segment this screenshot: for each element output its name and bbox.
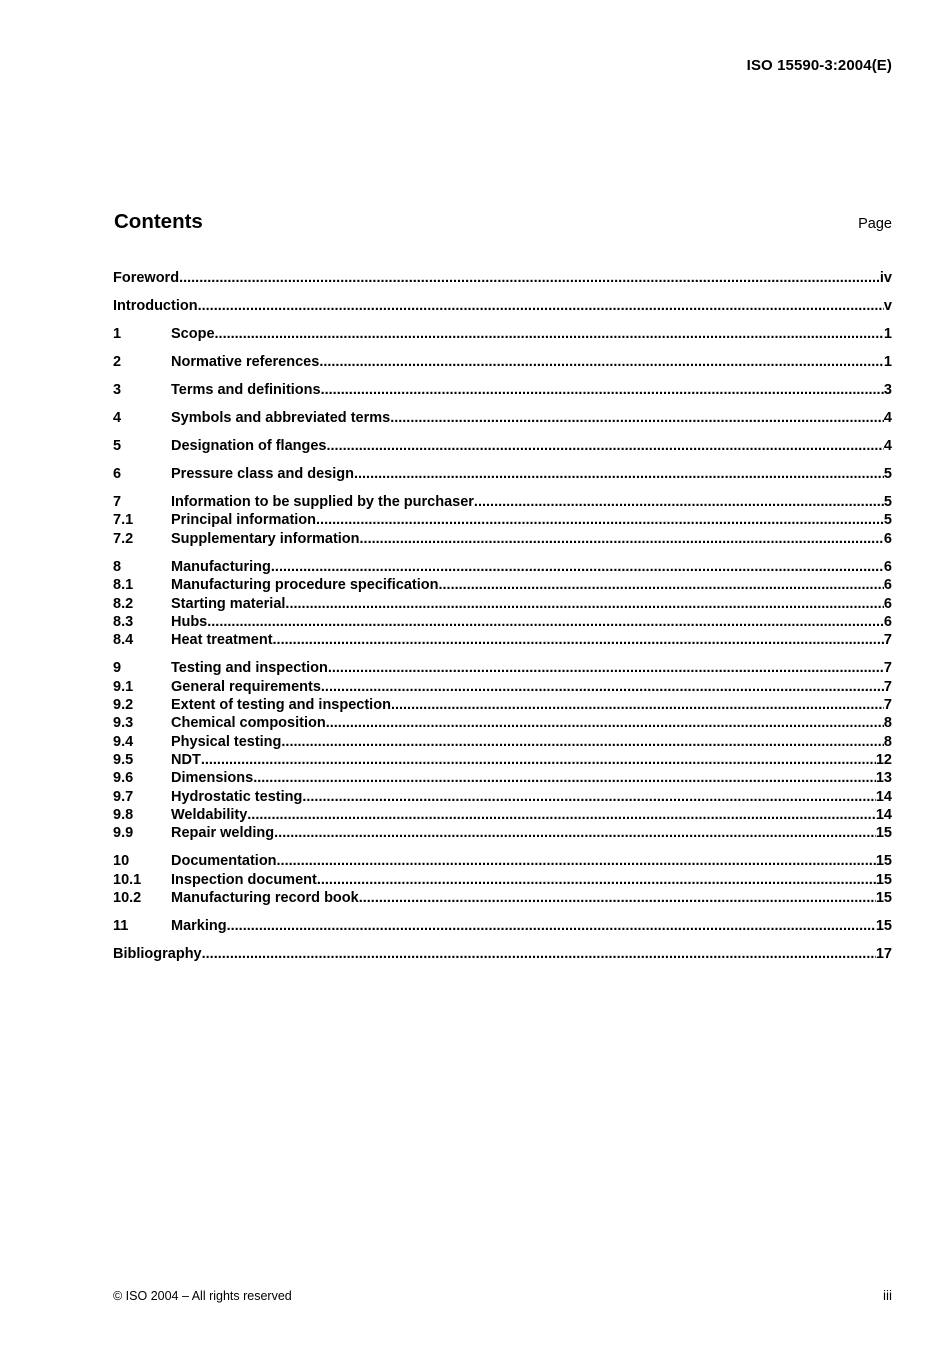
toc-entry-number: 2	[113, 354, 122, 370]
toc-dot-leader	[316, 511, 884, 529]
toc-entry[interactable]	[113, 576, 892, 594]
toc-entry[interactable]	[113, 409, 892, 427]
toc-entry-title: Introduction	[113, 298, 198, 314]
toc-entry-title: Marking	[171, 918, 227, 934]
toc-entry-title: Scope	[171, 326, 215, 342]
toc-entry-number: 4	[113, 410, 122, 426]
toc-dot-leader	[281, 733, 884, 751]
toc-entry-page: 6	[883, 531, 892, 547]
toc-dot-leader	[285, 595, 884, 613]
toc-entry[interactable]	[113, 437, 892, 455]
toc-entry-title: Hubs	[171, 614, 208, 630]
toc-entry[interactable]	[113, 696, 892, 714]
toc-entry-page: 4	[883, 410, 892, 426]
page-column-label: Page	[858, 216, 892, 232]
toc-entry[interactable]	[113, 788, 892, 806]
toc-entry-title: Manufacturing procedure specification	[171, 577, 439, 593]
toc-entry[interactable]	[113, 511, 892, 529]
toc-dot-leader	[390, 409, 884, 427]
toc-entry-number: 7.2	[113, 531, 134, 547]
toc-entry-number: 5	[113, 438, 122, 454]
toc-dot-leader	[202, 945, 876, 963]
toc-entry-title: Normative references	[171, 354, 320, 370]
toc-entry[interactable]	[113, 871, 892, 889]
toc-entry-title: Extent of testing and inspection	[171, 697, 391, 713]
toc-entry-page: 5	[883, 494, 892, 510]
toc-entry-title: Manufacturing record book	[171, 890, 359, 906]
toc-dot-leader	[207, 613, 884, 631]
toc-entry-title: Supplementary information	[171, 531, 360, 547]
toc-entry-title: Principal information	[171, 512, 317, 528]
toc-entry[interactable]	[113, 751, 892, 769]
toc-entry-number: 9.9	[113, 825, 134, 841]
toc-dot-leader	[274, 824, 876, 842]
toc-entry-number: 6	[113, 466, 122, 482]
toc-entry-title: Chemical composition	[171, 715, 326, 731]
toc-dot-leader	[327, 437, 884, 455]
toc-entry-number: 9.3	[113, 715, 134, 731]
toc-entry-number: 9.5	[113, 752, 134, 768]
contents-title: Contents	[114, 210, 203, 233]
toc-dot-leader	[179, 269, 880, 287]
toc-entry-page: 1	[883, 354, 892, 370]
toc-entry-title: NDT	[171, 752, 201, 768]
footer-copyright: © ISO 2004 – All rights reserved	[113, 1289, 292, 1303]
toc-entry-page: 7	[883, 632, 892, 648]
toc-entry-number: 9.2	[113, 697, 134, 713]
toc-entry-page: 7	[883, 697, 892, 713]
toc-entry-page: 3	[883, 382, 892, 398]
toc-dot-leader	[391, 696, 884, 714]
toc-entry[interactable]	[113, 325, 892, 343]
toc-entry[interactable]	[113, 613, 892, 631]
toc-entry-page: 15	[875, 890, 892, 906]
toc-dot-leader	[439, 576, 884, 594]
toc-dot-leader	[215, 325, 884, 343]
toc-entry-page: v	[883, 298, 892, 314]
toc-entry-title: Inspection document	[171, 872, 317, 888]
toc-entry-number: 1	[113, 326, 122, 342]
toc-dot-leader	[319, 353, 884, 371]
toc-entry-title: Starting material	[171, 596, 286, 612]
toc-entry-title: Information to be supplied by the purchaser	[171, 494, 474, 510]
toc-entry-title: Weldability	[171, 807, 248, 823]
toc-entry-page: 15	[875, 825, 892, 841]
toc-entry[interactable]	[113, 852, 892, 870]
toc-entry-number: 9.1	[113, 679, 134, 695]
toc-entry-title: Repair welding	[171, 825, 275, 841]
toc-entry-number: 9.4	[113, 734, 134, 750]
toc-entry-page: 6	[883, 577, 892, 593]
toc-entry-number: 9.8	[113, 807, 134, 823]
toc-dot-leader	[474, 493, 884, 511]
toc-entry[interactable]	[113, 493, 892, 511]
toc-entry[interactable]	[113, 558, 892, 576]
toc-entry-number: 10.1	[113, 872, 142, 888]
toc-dot-leader	[201, 751, 876, 769]
toc-entry[interactable]	[113, 917, 892, 935]
toc-dot-leader	[354, 465, 884, 483]
toc-dot-leader	[227, 917, 876, 935]
toc-entry-title: General requirements	[171, 679, 321, 695]
toc-entry-page: 17	[875, 946, 892, 962]
toc-entry-page: 5	[883, 512, 892, 528]
toc-entry-title: Pressure class and design	[171, 466, 354, 482]
toc-entry-page: 1	[883, 326, 892, 342]
toc-dot-leader	[326, 714, 884, 732]
toc-entry[interactable]	[113, 595, 892, 613]
toc-entry[interactable]	[113, 269, 892, 287]
toc-entry-title: Bibliography	[113, 946, 202, 962]
toc-dot-leader	[247, 806, 876, 824]
toc-entry[interactable]	[113, 678, 892, 696]
toc-entry[interactable]	[113, 733, 892, 751]
toc-entry-title: Documentation	[171, 853, 277, 869]
toc-entry-number: 9.6	[113, 770, 134, 786]
toc-entry-title: Designation of flanges	[171, 438, 327, 454]
toc-entry-number: 7	[113, 494, 122, 510]
toc-entry-page: 14	[875, 807, 892, 823]
toc-entry[interactable]	[113, 945, 892, 963]
toc-entry-number: 9.7	[113, 789, 134, 805]
toc-dot-leader	[321, 678, 884, 696]
toc-entry[interactable]	[113, 889, 892, 907]
toc-entry-page: 13	[875, 770, 892, 786]
toc-entry-page: 7	[883, 679, 892, 695]
toc-entry-page: 6	[883, 559, 892, 575]
toc-entry[interactable]	[113, 381, 892, 399]
toc-entry-number: 8	[113, 559, 122, 575]
toc-entry-title: Physical testing	[171, 734, 282, 750]
toc-dot-leader	[273, 631, 884, 649]
toc-entry-title: Terms and definitions	[171, 382, 321, 398]
toc-entry-page: 8	[883, 734, 892, 750]
toc-dot-leader	[302, 788, 876, 806]
toc-entry-page: 15	[875, 872, 892, 888]
toc-entry[interactable]	[113, 465, 892, 483]
toc-dot-leader	[359, 889, 876, 907]
toc-dot-leader	[328, 659, 884, 677]
toc-entry[interactable]	[113, 297, 892, 315]
toc-entry-number: 7.1	[113, 512, 134, 528]
toc-entry-title: Hydrostatic testing	[171, 789, 303, 805]
toc-entry[interactable]	[113, 353, 892, 371]
toc-entry[interactable]	[113, 659, 892, 677]
toc-dot-leader	[253, 769, 876, 787]
toc-entry[interactable]	[113, 714, 892, 732]
toc-entry-number: 8.1	[113, 577, 134, 593]
footer-page-number: iii	[883, 1288, 892, 1303]
toc-entry-page: 8	[883, 715, 892, 731]
toc-dot-leader	[360, 530, 884, 548]
toc-entry-number: 10.2	[113, 890, 142, 906]
toc-entry-number: 8.4	[113, 632, 134, 648]
toc-entry-page: 6	[883, 596, 892, 612]
toc-entry-number: 9	[113, 660, 122, 676]
toc-entry-number: 8.3	[113, 614, 134, 630]
toc-dot-leader	[271, 558, 884, 576]
toc-entry[interactable]	[113, 769, 892, 787]
toc-entry[interactable]	[113, 530, 892, 548]
toc-entry-number: 11	[113, 918, 129, 934]
toc-entry-page: iv	[879, 270, 892, 286]
toc-entry[interactable]	[113, 824, 892, 842]
toc-entry[interactable]	[113, 806, 892, 824]
toc-dot-leader	[198, 297, 884, 315]
toc-entry-title: Manufacturing	[171, 559, 271, 575]
toc-entry-page: 7	[883, 660, 892, 676]
toc-entry-title: Heat treatment	[171, 632, 273, 648]
document-id: ISO 15590-3:2004(E)	[746, 57, 892, 74]
toc-entry-number: 10	[113, 853, 130, 869]
toc-entry-title: Symbols and abbreviated terms	[171, 410, 391, 426]
toc-entry-page: 12	[875, 752, 892, 768]
toc-entry-page: 14	[875, 789, 892, 805]
toc-entry-page: 15	[875, 918, 892, 934]
toc-entry-title: Dimensions	[171, 770, 254, 786]
toc-entry-number: 8.2	[113, 596, 134, 612]
toc-dot-leader	[277, 852, 876, 870]
toc-entry-title: Testing and inspection	[171, 660, 328, 676]
toc-entry-page: 4	[883, 438, 892, 454]
toc-entry-page: 5	[883, 466, 892, 482]
toc-entry-page: 6	[883, 614, 892, 630]
toc-entry[interactable]	[113, 631, 892, 649]
toc-entry-page: 15	[875, 853, 892, 869]
toc-dot-leader	[317, 871, 876, 889]
toc-entry-number: 3	[113, 382, 122, 398]
toc-dot-leader	[321, 381, 884, 399]
toc-entry-title: Foreword	[113, 270, 180, 286]
